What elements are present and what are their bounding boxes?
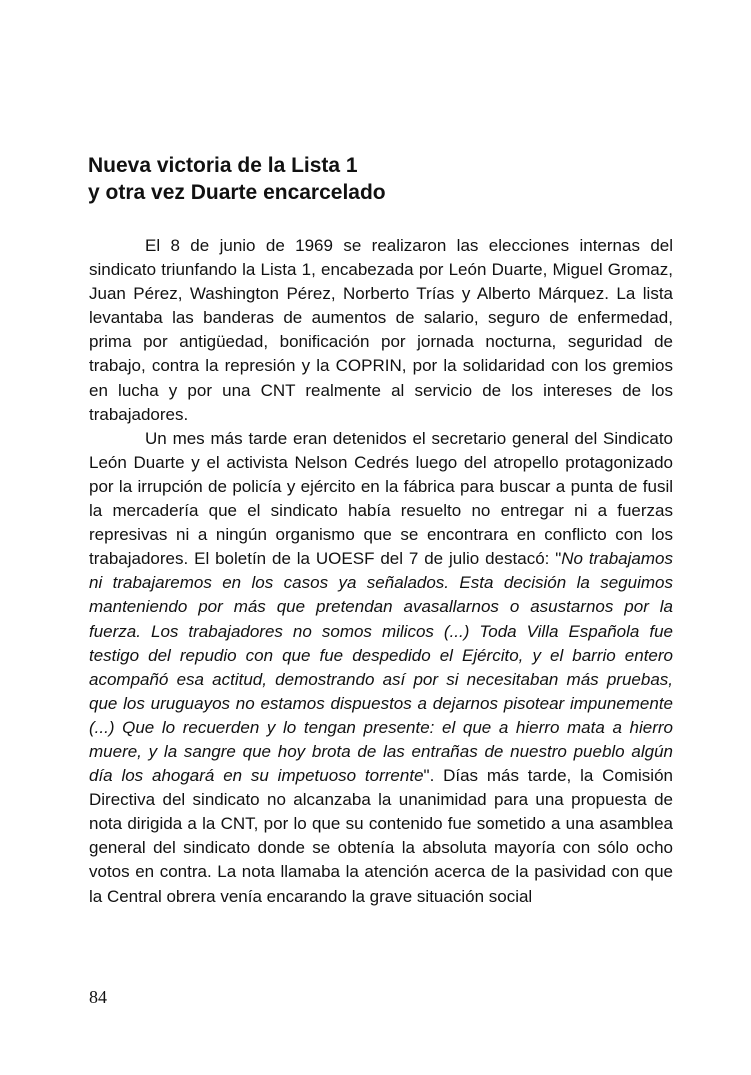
paragraph-2 (89, 427, 673, 909)
body-text (89, 234, 673, 909)
chapter-title-line-2: y otra vez Duarte encarcelado (88, 181, 386, 204)
paragraph-2-tail: ". Días más tarde, la Comisión Directiva del sindicato no alcanzaba la unanimidad para una propuesta de nota dirigida a la CNT, por lo que su contenido fue sometido a una asamblea general del sindicato donde se obtenía la absoluta mayoría con sólo ocho votos en contra. La nota llamaba la atención acerca de la pasividad con que la Central obrera venía encarando la grave situación social (89, 766, 673, 906)
chapter-title-line-1: Nueva victoria de la Lista 1 (88, 154, 358, 177)
page-number: 84 (89, 987, 107, 1007)
paragraph-1: El 8 de junio de 1969 se realizaron las elecciones internas del sindicato triunfando la Lista 1, encabezada por León Duarte, Miguel Gromaz, Juan Pérez, Washington Pérez, Norberto Trías y Alberto Márquez. La lista levantaba las banderas de aumentos de salario, seguro de enfermedad, prima por antigüedad, bonificación por jornada nocturna, seguridad de trabajo, contra la represión y la COPRIN, por la solidaridad con los gremios en lucha y por una CNT realmente al servicio de los intereses de los trabajadores. (89, 236, 673, 424)
chapter-title (88, 152, 688, 206)
paragraph-2-lead: Un mes más tarde eran detenidos el secretario general del Sindicato León Duarte y el activista Nelson Cedrés luego del atropello protagonizado por la irrupción de policía y ejército en la fábrica para buscar a punta de fusil la mercadería que el sindicato había resuelto no entregar ni a fuerzas represivas ni a ningún organismo que se encontrara en conflicto con los trabajadores. El boletín de la UOESF del 7 de julio destacó: " (89, 428, 673, 569)
quoted-bulletin-text: No trabajamos ni trabajaremos en los casos ya señalados. Esta decisión la seguimos manteniendo por más que pretendan avasallarnos o asustarnos por la fuerza. Los trabajadores no somos milicos (...) Toda Villa Española fue testigo del repudio con que fue despedido el Ejército, y el barrio entero acompañó esa actitud, demostrando así por si necesitaban más pruebas, que los uruguayos no estamos dispuestos a dejarnos pisotear impunemente (...) Que lo recuerden y lo tengan presente: el que a hierro mata a hierro muere, y la sangre que hoy brota de las entrañas de nuestro pueblo algún día los ahogará en su impetuoso torrente (89, 549, 673, 786)
